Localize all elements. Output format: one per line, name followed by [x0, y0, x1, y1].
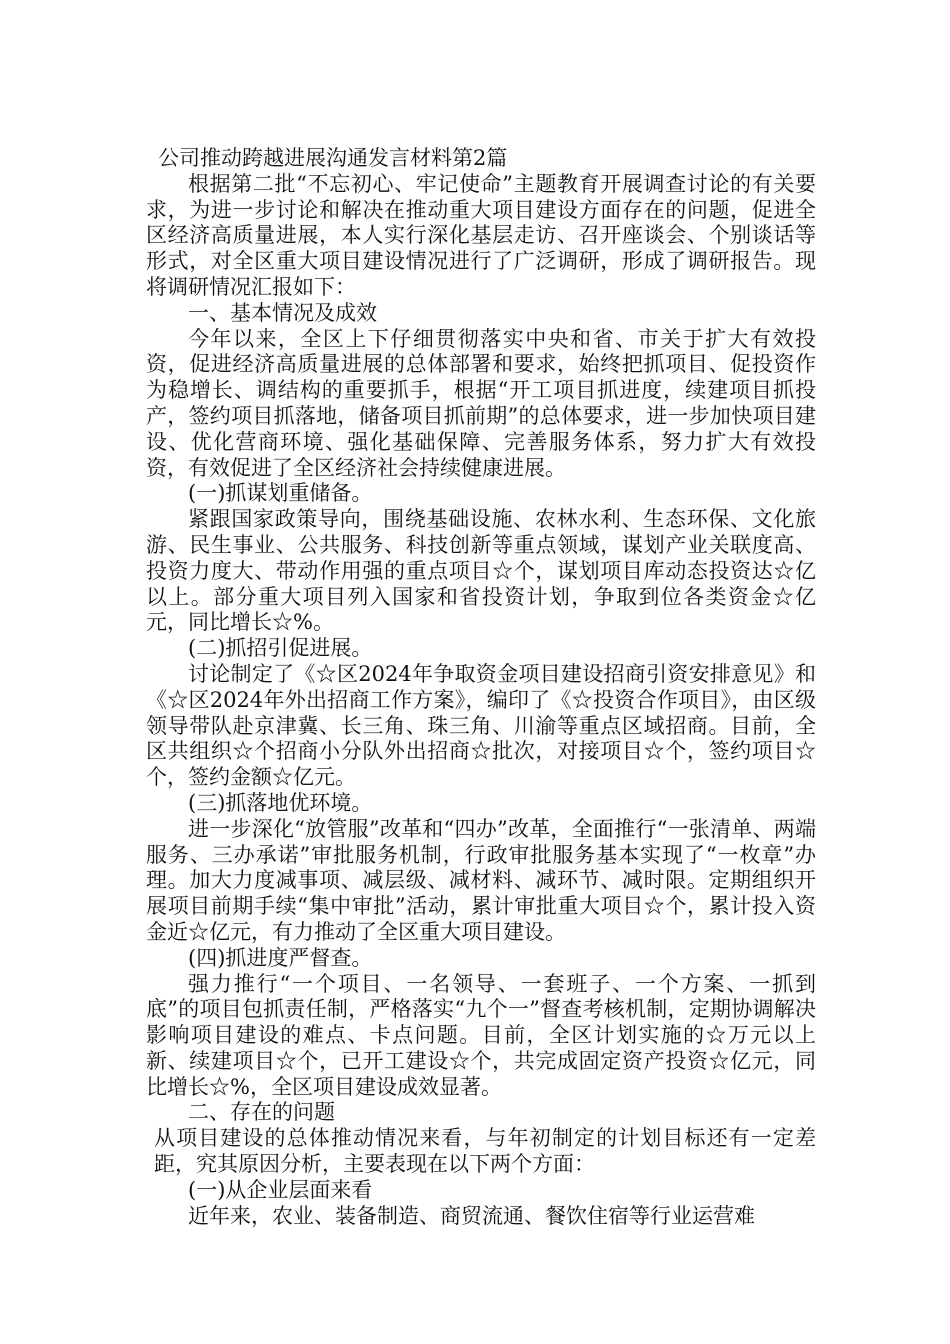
- paragraph-basic-situation: 今年以来，全区上下仔细贯彻落实中央和省、市关于扩大有效投资，促进经济高质量进展的总体部署和要求，始终把抓项目、促投资作为稳增长、调结构的重要抓手，根据“开工项目抓进度，续建项目抓投产，签约项目抓落地，储备项目抓前期”的总体要求，进一步加快项目建设、优化营商环境、强化基础保障、完善服务体系，努力扩大有效投资，有效促进了全区经济社会持续健康进展。: [146, 326, 816, 480]
- paragraph-problems-overview: 从项目建设的总体推动情况来看，与年初制定的计划目标还有一定差距，究其原因分析，主要表现在以下两个方面：: [154, 1126, 816, 1177]
- paragraph-supervision: 强力推行“一个项目、一名领导、一套班子、一个方案、一抓到底”的项目包抓责任制，严格落实“九个一”督查考核机制，定期协调解决影响项目建设的难点、卡点问题。目前，全区计划实施的☆万元以上新、续建项目☆个，已开工建设☆个，共完成固定资产投资☆亿元，同比增长☆%，全区项目建设成效显著。: [146, 971, 816, 1099]
- section-heading-basic-situation: 一、基本情况及成效: [188, 300, 377, 325]
- paragraph-intro: 根据第二批“不忘初心、牢记使命”主题教育开展调查讨论的有关要求，为进一步讨论和解决在推动重大项目建设方面存在的问题，促进全区经济高质量进展，本人实行深化基层走访、召开座谈会、个别谈话等形式，对全区重大项目建设情况进行了广泛调研，形成了调研报告。现将调研情况汇报如下：: [146, 171, 816, 299]
- subheading-enterprise-level: (一)从企业层面来看: [188, 1177, 373, 1202]
- document-page: [146, 146, 816, 1229]
- subheading-environment: (三)抓落地优环境。: [188, 790, 373, 815]
- document-title: 公司推动跨越进展沟通发言材料第2篇: [158, 146, 508, 170]
- paragraph-investment: 讨论制定了《☆区2024年争取资金项目建设招商引资安排意见》和《☆区2024年外出招商工作方案》，编印了《☆投资合作项目》，由区级领导带队赴京津冀、长三角、珠三角、川渝等重点区域招商。目前，全区共组织☆个招商小分队外出招商☆批次，对接项目☆个，签约项目☆个，签约金额☆亿元。: [146, 661, 816, 790]
- paragraph-environment: 进一步深化“放管服”改革和“四办”改革，全面推行“一张清单、两端服务、三办承诺”审批服务机制，行政审批服务基本实现了“一枚章”办理。加大力度减事项、减层级、减材料、减环节、减时限。定期组织开展项目前期手续“集中审批”活动，累计审批重大项目☆个，累计投入资金近☆亿元，有力推动了全区重大项目建设。: [146, 816, 816, 944]
- subheading-investment: (二)抓招引促进展。: [188, 636, 373, 661]
- subheading-supervision: (四)抓进度严督查。: [188, 945, 373, 970]
- paragraph-enterprise-level: 近年来，农业、装备制造、商贸流通、餐饮住宿等行业运营难: [188, 1203, 755, 1228]
- section-heading-problems: 二、存在的问题: [188, 1100, 335, 1125]
- subheading-planning: (一)抓谋划重储备。: [188, 481, 373, 506]
- paragraph-planning: 紧跟国家政策导向，围绕基础设施、农林水利、生态环保、文化旅游、民生事业、公共服务、科技创新等重点领域，谋划产业关联度高、投资力度大、带动作用强的重点项目☆个，谋划项目库动态投资达☆亿以上。部分重大项目列入国家和省投资计划，争取到位各类资金☆亿元，同比增长☆%。: [146, 507, 816, 635]
